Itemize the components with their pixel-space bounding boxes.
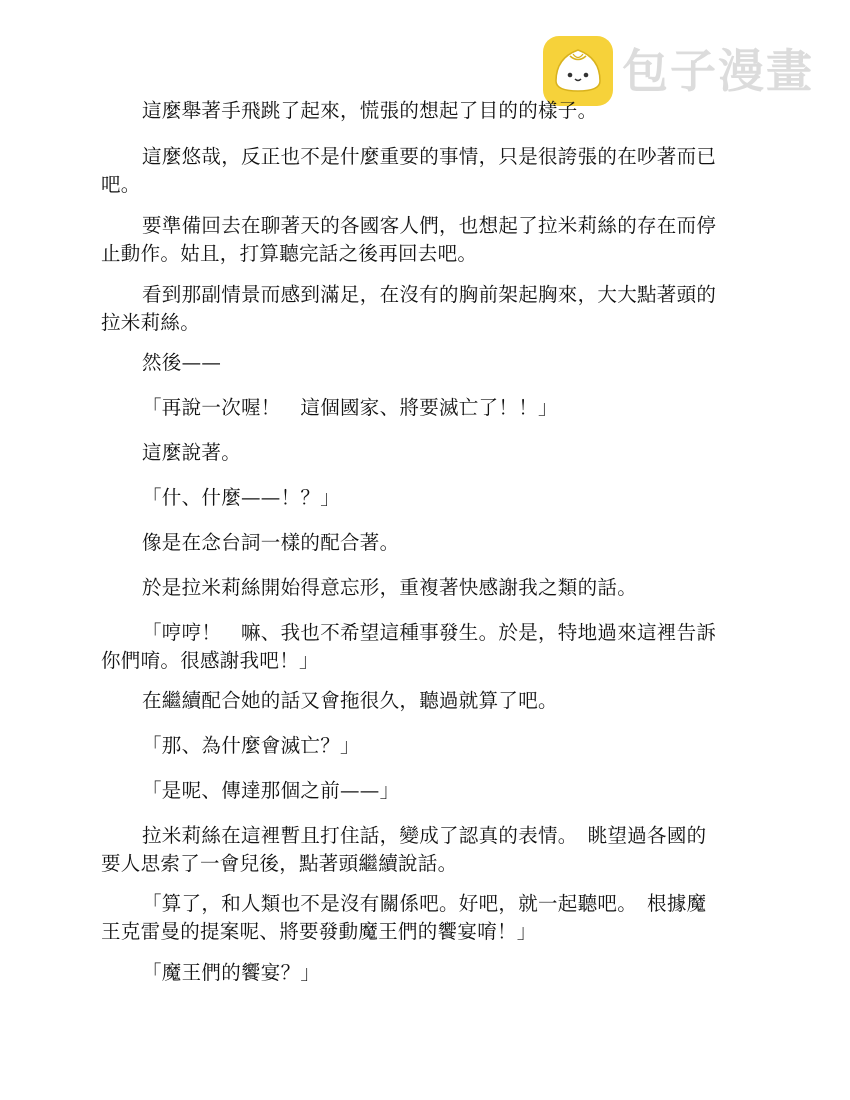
text-line: 於是拉米莉絲開始得意忘形，重複著快感謝我之類的話。 — [142, 576, 638, 599]
text-line: 王克雷曼的提案呢、將要發動魔王們的饗宴唷！」 — [101, 920, 537, 943]
paragraph — [142, 529, 399, 557]
text-line: 吧。 — [101, 173, 141, 196]
paragraph — [101, 890, 707, 946]
paragraph — [142, 484, 340, 512]
paragraph — [101, 143, 717, 199]
text-line: 「是呢、傳達那個之前——」 — [142, 779, 400, 802]
text-line: 然後—— — [142, 351, 222, 374]
text-line: 你們唷。很感謝我吧！」 — [101, 649, 319, 672]
text-line: 「那、為什麼會滅亡？」 — [142, 734, 360, 757]
text-line: 「什、什麼——！？」 — [142, 486, 340, 509]
paragraph — [142, 777, 399, 805]
text-line: 要人思索了一會兒後，點著頭繼續說話。 — [101, 852, 458, 875]
text-line: 「算了，和人類也不是沒有關係吧。好吧，就一起聽吧。 根據魔 — [142, 892, 707, 915]
paragraph — [142, 687, 558, 715]
text-line: 看到那副情景而感到滿足，在沒有的胸前架起胸來，大大點著頭的 — [142, 283, 717, 306]
text-line: 這麼舉著手飛跳了起來，慌張的想起了目的的樣子。 — [142, 99, 598, 122]
paragraph — [142, 97, 597, 125]
text-line: 拉米莉絲。 — [101, 311, 201, 334]
text-line: 這麼說著。 — [142, 441, 242, 464]
text-line: 像是在念台詞一樣的配合著。 — [142, 531, 400, 554]
text-line: 止動作。姑且，打算聽完話之後再回去吧。 — [101, 242, 478, 265]
paragraph — [142, 349, 221, 377]
watermark-logo — [543, 36, 814, 106]
paragraph — [101, 619, 717, 675]
paragraph — [101, 822, 707, 878]
text-line: 拉米莉絲在這裡暫且打住話，變成了認真的表情。 眺望過各國的 — [142, 824, 707, 847]
text-line: 「魔王們的饗宴？」 — [142, 961, 321, 984]
paragraph — [101, 212, 717, 268]
text-line: 這麼悠哉，反正也不是什麼重要的事情，只是很誇張的在吵著而已 — [142, 145, 717, 168]
steamed-bun-icon — [543, 36, 613, 106]
text-line: 「再說一次喔！ 這個國家、將要滅亡了！！」 — [142, 396, 558, 419]
paragraph — [142, 732, 360, 760]
text-line: 要準備回去在聊著天的各國客人們，也想起了拉米莉絲的存在而停 — [142, 214, 717, 237]
paragraph — [142, 394, 558, 422]
paragraph — [142, 439, 241, 467]
watermark-text: 包子漫畫 — [622, 44, 814, 98]
paragraph — [142, 959, 320, 987]
paragraph — [142, 574, 637, 602]
text-line: 在繼續配合她的話又會拖很久，聽過就算了吧。 — [142, 689, 558, 712]
text-line: 「哼哼！ 嘛、我也不希望這種事發生。於是，特地過來這裡告訴 — [142, 621, 717, 644]
paragraph — [101, 281, 717, 337]
